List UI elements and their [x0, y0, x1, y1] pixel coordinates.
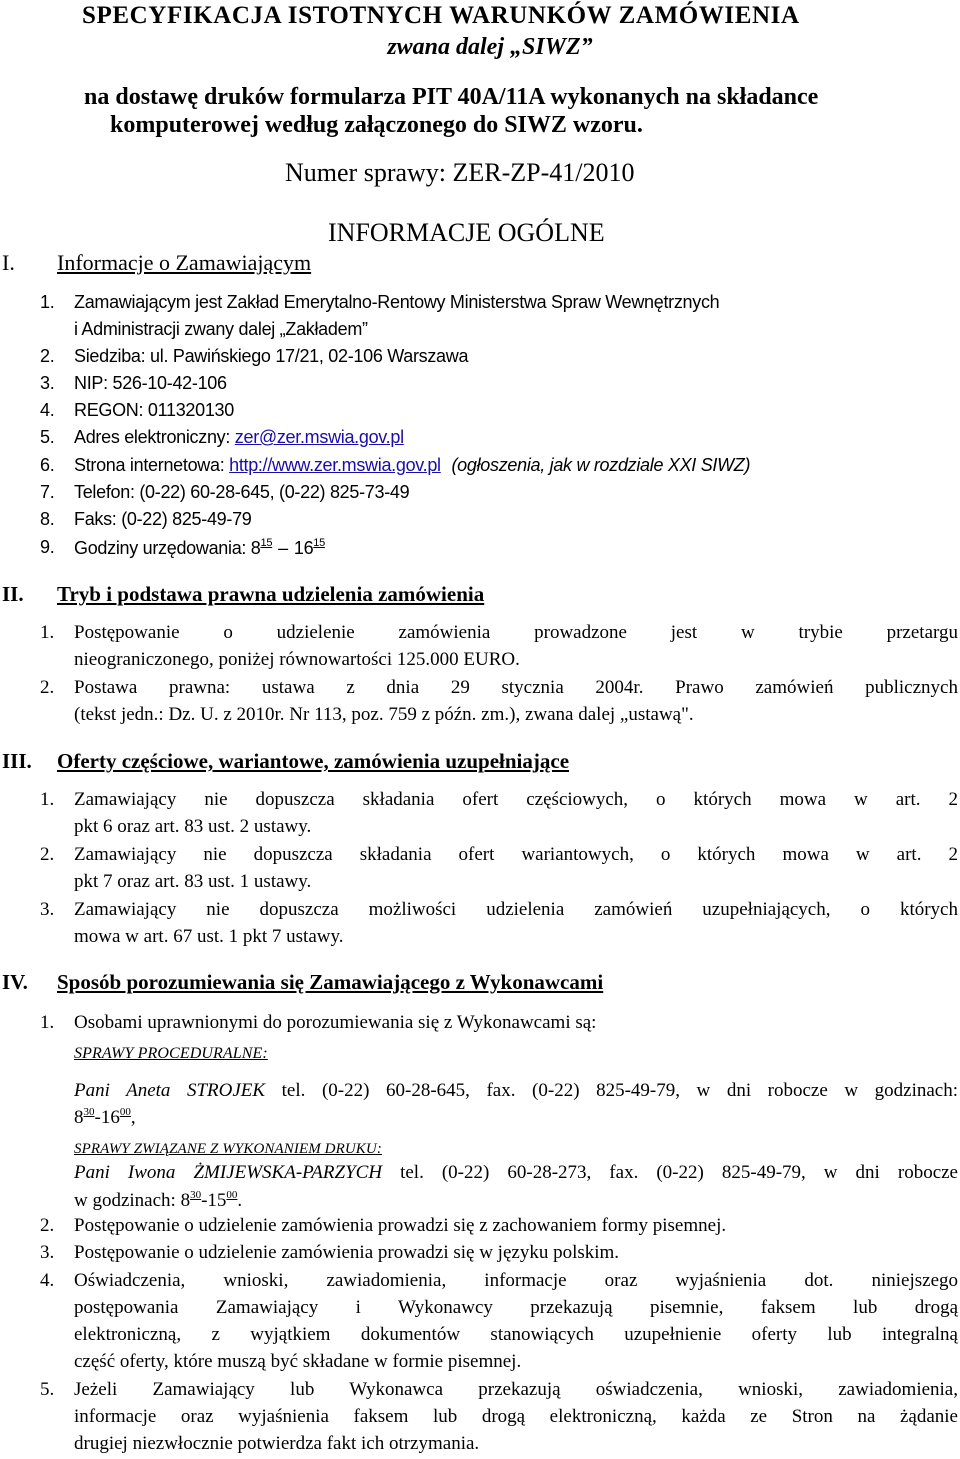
document-title: SPECYFIKACJA ISTOTNYCH WARUNKÓW ZAMÓWIENIA — [82, 2, 800, 29]
print-hours-sup2: 00 — [226, 1189, 238, 1201]
print-hours-sup1: 30 — [190, 1189, 202, 1201]
s1-item-4: REGON: 011320130 — [74, 400, 234, 420]
s4-item-4-num: 4. — [40, 1270, 55, 1291]
s3-item-2-line2: pkt 7 oraz art. 83 ust. 1 ustawy. — [74, 871, 312, 892]
document-subtitle: zwana dalej „SIWZ” — [387, 34, 593, 60]
s3-item-3-num: 3. — [40, 899, 55, 920]
s4-item-3-text: Postępowanie o udzielenie zamówienia prowadzi się w języku polskim. — [74, 1242, 620, 1263]
s1-item-2-label: Siedziba: ul. — [74, 346, 169, 366]
section-4-number: IV. — [2, 970, 28, 994]
s3-item-3-line2: mowa w art. 67 ust. 1 pkt 7 ustawy. — [74, 926, 344, 947]
s2-item-1-line1: Postępowanie o udzielenie zamówienia prowadzone jest w trybie przetargu — [74, 622, 958, 643]
s3-item-1-line1: Zamawiający nie dopuszcza składania ofert częściowych, o których mowa w art. 2 — [74, 789, 958, 810]
s1-item-1-num: 1. — [40, 292, 55, 312]
office-hours-label: Godziny urzędowania: 8 — [74, 538, 261, 558]
s4-item-5-line3: drugiej niezwłocznie potwierdza fakt ich otrzymania. — [74, 1433, 480, 1454]
general-heading: INFORMACJE OGÓLNE — [328, 218, 605, 247]
office-hours-dash: – — [278, 538, 288, 558]
s1-item-2-num: 2. — [40, 346, 55, 366]
s4-item-1-text: Osobami uprawnionymi do porozumiewania się z Wykonawcami są: — [74, 1012, 597, 1033]
print-contact-line1 — [74, 1162, 958, 1184]
s1-item-6-num: 6. — [40, 455, 55, 475]
procedural-contact-details: tel. (0-22) 60-28-645, fax. (0-22) 825-49-79, w dni robocze w godzinach: — [265, 1080, 958, 1101]
s4-item-2-text: Postępowanie o udzielenie zamówienia prowadzi się z zachowaniem formy pisemnej. — [74, 1215, 727, 1236]
s1-item-8-num: 8. — [40, 509, 55, 529]
s4-item-3-num: 3. — [40, 1242, 55, 1263]
subject-line-2: komputerowej według załączonego do SIWZ wzoru. — [110, 112, 643, 138]
proc-hours-start: 8 — [74, 1107, 84, 1128]
case-number: Numer sprawy: ZER-ZP-41/2010 — [285, 158, 635, 187]
s2-item-1-line2: nieograniczonego, poniżej równowartości 125.000 EURO. — [74, 649, 520, 670]
proc-hours-sup1: 30 — [83, 1106, 95, 1118]
s1-item-6-label: Strona internetowa: — [74, 455, 225, 475]
print-hours-dot: . — [237, 1190, 243, 1211]
s1-item-2-value: Pawińskiego 17/21, 02-106 Warszawa — [172, 346, 469, 366]
proc-hours-sup2: 00 — [119, 1106, 131, 1118]
s2-item-2-line1: Postawa prawna: ustawa z dnia 29 stycznia 2004r. Prawo zamówień publicznych — [74, 677, 958, 698]
s3-item-1-num: 1. — [40, 789, 55, 810]
print-hours-end: -15 — [201, 1190, 227, 1211]
procedural-matters-label: SPRAWY PROCEDURALNE: — [74, 1045, 268, 1062]
office-hours-sup2: 15 — [313, 537, 325, 549]
print-hours-start: w godzinach: 8 — [74, 1190, 191, 1211]
office-hours-sup1: 15 — [260, 537, 273, 549]
proc-hours-end: -16 — [94, 1107, 120, 1128]
print-contact-name: Pani Iwona ŻMIJEWSKA-PARZYCH — [74, 1162, 383, 1183]
s2-item-1-num: 1. — [40, 622, 55, 643]
section-3-title: Oferty częściowe, wariantowe, zamówienia uzupełniające — [57, 749, 570, 773]
s1-item-6-note: (ogłoszenia, jak w rozdziale XXI SIWZ) — [451, 455, 751, 475]
s2-item-2-num: 2. — [40, 677, 55, 698]
s4-item-4-line2: postępowania Zamawiający i Wykonawcy przekazują pisemnie, faksem lub drogą — [74, 1297, 958, 1318]
s1-item-3-num: 3. — [40, 373, 55, 393]
s4-item-4-line3: elektroniczną, z wyjątkiem dokumentów stanowiących uzupełnienie oferty lub integralną — [74, 1324, 958, 1345]
s1-item-3: NIP: 526-10-42-106 — [74, 373, 227, 393]
s4-item-5-line2: informacje oraz wyjaśnienia faksem lub drogą elektroniczną, każda ze Stron na żądanie — [74, 1406, 958, 1427]
procedural-contact-hours — [74, 1106, 136, 1129]
s2-item-2-line2: (tekst jedn.: Dz. U. z 2010r. Nr 113, poz. 759 z późn. zm.), zwana dalej „ustawą". — [74, 704, 694, 725]
office-hours-end: 16 — [293, 538, 314, 558]
section-1-title: Informacje o Zamawiającym — [57, 250, 312, 275]
s1-item-5-label: Adres elektroniczny: — [74, 427, 231, 447]
s1-item-5 — [74, 427, 404, 448]
s3-item-2-num: 2. — [40, 844, 55, 865]
s1-item-4-num: 4. — [40, 400, 55, 420]
s1-item-9-num: 9. — [40, 537, 55, 557]
section-1-number: I. — [2, 250, 15, 275]
print-matters-label: SPRAWY ZWIĄZANE Z WYKONANIEM DRUKU: — [74, 1141, 382, 1157]
section-4-title: Sposób porozumiewania się Zamawiającego z Wykonawcami — [57, 970, 604, 994]
print-contact-hours — [74, 1189, 242, 1212]
s4-item-4-line4: część oferty, które muszą być składane w formie pisemnej. — [74, 1351, 522, 1372]
print-contact-details: tel. (0-22) 60-28-273, fax. (0-22) 825-49-79, w dni robocze — [382, 1162, 958, 1183]
s4-item-2-num: 2. — [40, 1215, 55, 1236]
s1-item-1-line1: Zamawiającym jest Zakład Emerytalno-Rentowy Ministerstwa Spraw Wewnętrznych — [74, 292, 720, 312]
s3-item-2-line1: Zamawiający nie dopuszcza składania ofert wariantowych, o których mowa w art. 2 — [74, 844, 958, 865]
s1-item-8: Faks: (0-22) 825-49-79 — [74, 509, 252, 529]
subject-line-1: na dostawę druków formularza PIT 40A/11A wykonanych na składance — [84, 84, 819, 110]
procedural-contact-name: Pani Aneta STROJEK — [74, 1080, 266, 1101]
section-2-number: II. — [2, 582, 24, 606]
section-2-title: Tryb i podstawa prawna udzielenia zamówienia — [57, 582, 485, 606]
s4-item-5-num: 5. — [40, 1379, 55, 1400]
s4-item-4-line1: Oświadczenia, wnioski, zawiadomienia, informacje oraz wyjaśnienia dot. niniejszego — [74, 1270, 958, 1291]
s4-item-1-num: 1. — [40, 1012, 55, 1033]
s1-item-2 — [74, 346, 468, 367]
s1-item-1-line2: i Administracji zwany dalej „Zakładem” — [74, 319, 368, 339]
email-link[interactable]: zer@zer.mswia.gov.pl — [234, 427, 404, 447]
s4-item-5-line1: Jeżeli Zamawiający lub Wykonawca przekazują oświadczenia, wnioski, zawiadomienia, — [74, 1379, 958, 1400]
s1-item-5-num: 5. — [40, 427, 55, 447]
website-link[interactable]: http://www.zer.mswia.gov.pl — [229, 455, 441, 475]
s1-item-9 — [74, 537, 325, 559]
s3-item-3-line1: Zamawiający nie dopuszcza możliwości udzielenia zamówień uzupełniających, o których — [74, 899, 958, 920]
s3-item-1-line2: pkt 6 oraz art. 83 ust. 2 ustawy. — [74, 816, 312, 837]
procedural-contact-line1 — [74, 1080, 958, 1102]
s1-item-7-num: 7. — [40, 482, 55, 502]
section-3-number: III. — [2, 749, 32, 773]
s1-item-7: Telefon: (0-22) 60-28-645, (0-22) 825-73-49 — [74, 482, 410, 502]
proc-hours-comma: , — [130, 1107, 136, 1128]
s1-item-6 — [74, 455, 750, 476]
